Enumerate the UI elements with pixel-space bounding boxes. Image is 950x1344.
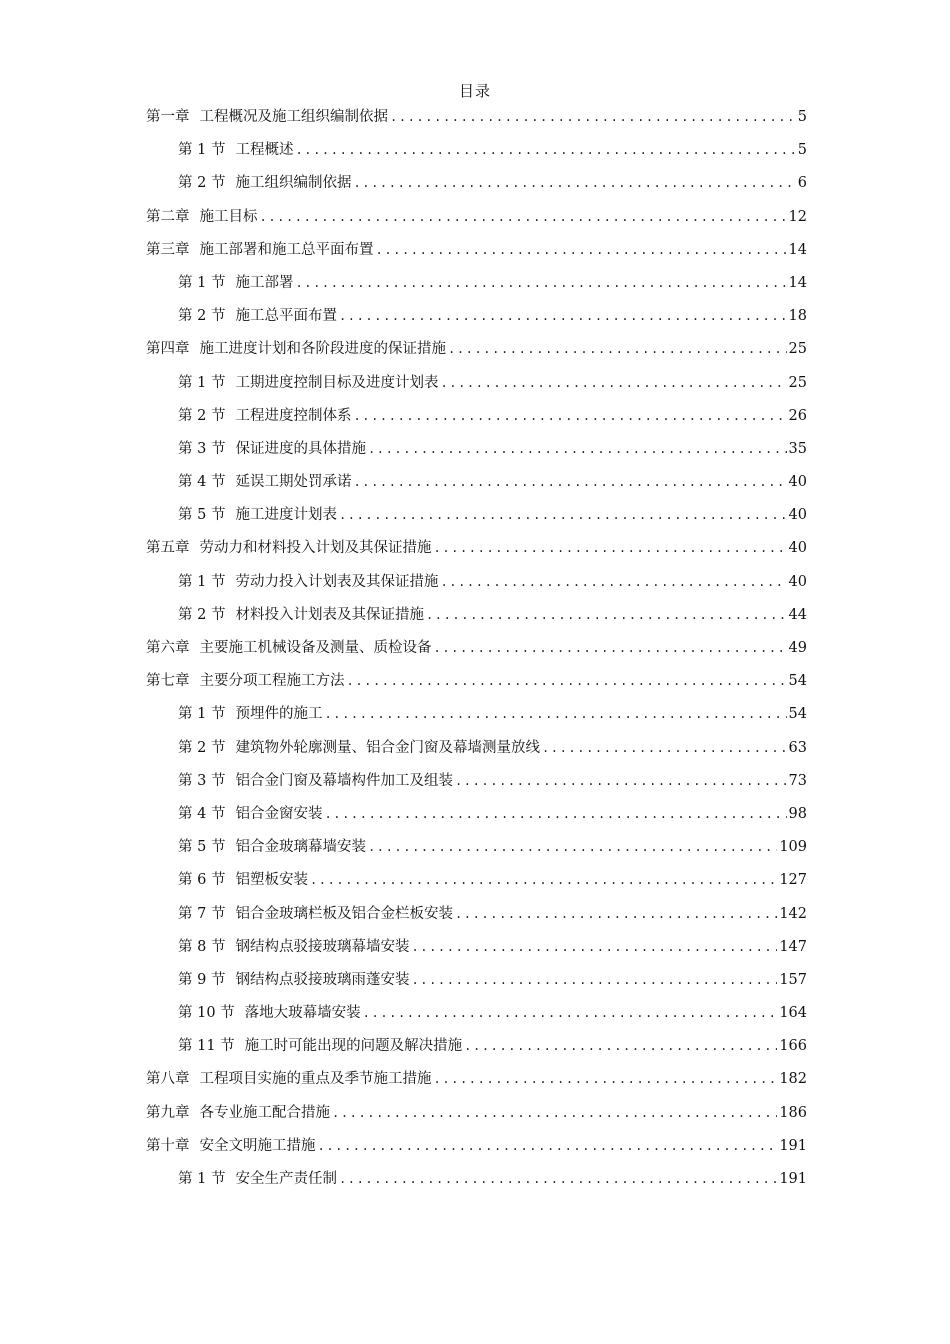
toc-dot-leader: [440, 370, 786, 396]
toc-chapter-entry[interactable]: [146, 104, 807, 137]
toc-dot-leader: [260, 204, 787, 230]
toc-entry-text: 工程概况及施工组织编制依据: [199, 109, 388, 125]
toc-chapter-entry[interactable]: [146, 535, 807, 568]
toc-chapter-entry[interactable]: [146, 1133, 807, 1166]
toc-entry-label: [178, 1000, 361, 1026]
toc-entry-number: 第七章: [146, 673, 190, 690]
toc-page-number: 12: [788, 208, 807, 225]
toc-entry-text: 工程项目实施的重点及季节施工措施: [199, 1071, 432, 1088]
toc-dot-leader: [434, 635, 787, 661]
toc-section-entry[interactable]: [146, 170, 807, 203]
toc-entry-label: [146, 237, 374, 263]
toc-entry-label: [146, 1066, 432, 1092]
toc-entry-number: 第 4 节: [178, 805, 226, 822]
toc-dot-leader: [339, 502, 787, 528]
toc-entry-label: [178, 735, 540, 761]
toc-entry-text: 落地大玻幕墙安装: [244, 1005, 361, 1022]
toc-dot-leader: [324, 701, 786, 727]
toc-entry-label: [178, 701, 322, 727]
toc-page-number: 14: [788, 241, 807, 258]
toc-dot-leader: [448, 336, 787, 362]
toc-entry-number: 第 2 节: [178, 739, 226, 756]
toc-dot-leader: [426, 602, 787, 628]
toc-entry-text: 材料投入计划表及其保证措施: [235, 606, 424, 623]
toc-entry-number: 第 3 节: [178, 440, 226, 457]
toc-entry-text: 施工组织编制依据: [235, 175, 352, 192]
toc-section-entry[interactable]: [146, 768, 807, 801]
toc-entry-number: 第 2 节: [178, 175, 226, 192]
toc-entry-number: 第九章: [146, 1104, 190, 1121]
toc-section-entry[interactable]: [146, 834, 807, 867]
toc-page-number: 44: [788, 606, 807, 623]
toc-page-number: 54: [788, 706, 807, 723]
toc-entry-text: 延误工期处罚承诺: [235, 474, 352, 491]
toc-page-number: 109: [779, 839, 807, 856]
toc-entry-text: 劳动力和材料投入计划及其保证措施: [199, 540, 432, 557]
toc-entry-label: [178, 867, 308, 893]
toc-entry-label: [178, 901, 453, 927]
toc-entry-number: 第 11 节: [178, 1038, 235, 1055]
toc-entry-label: [178, 170, 351, 196]
toc-page-number: 157: [779, 971, 807, 988]
toc-entry-label: [178, 569, 438, 595]
toc-dot-leader: [368, 436, 787, 462]
toc-chapter-entry[interactable]: [146, 668, 807, 701]
toc-dot-leader: [368, 834, 777, 860]
toc-page-number: 35: [788, 440, 807, 457]
toc-section-entry[interactable]: [146, 602, 807, 635]
toc-chapter-entry[interactable]: [146, 204, 807, 237]
toc-entry-text: 施工目标: [199, 208, 258, 225]
toc-section-entry[interactable]: [146, 1000, 807, 1033]
toc-section-entry[interactable]: [146, 735, 807, 768]
toc-dot-leader: [332, 1100, 777, 1126]
toc-dot-leader: [353, 469, 786, 495]
toc-page-number: 25: [788, 341, 807, 358]
toc-dot-leader: [363, 1000, 778, 1026]
toc-dot-leader: [318, 1133, 778, 1159]
toc-dot-leader: [464, 1033, 777, 1059]
toc-entry-number: 第 9 节: [178, 971, 226, 988]
toc-entry-number: 第 5 节: [178, 507, 226, 524]
toc-chapter-entry[interactable]: [146, 237, 807, 270]
toc-entry-number: 第 3 节: [178, 772, 226, 789]
toc-page-number: 186: [779, 1104, 807, 1121]
toc-dot-leader: [295, 270, 786, 296]
toc-page-number: 98: [788, 805, 807, 822]
toc-entry-text: 主要施工机械设备及测量、质检设备: [199, 640, 432, 656]
toc-entry-label: [178, 967, 409, 993]
toc-entry-text: 建筑物外轮廓测量、铝合金门窗及幕墙测量放线: [235, 739, 540, 756]
toc-entry-number: 第八章: [146, 1071, 190, 1088]
toc-page-number: 147: [779, 938, 807, 955]
toc-entry-number: 第 1 节: [178, 573, 226, 590]
toc-section-entry[interactable]: [146, 270, 807, 303]
toc-section-entry[interactable]: [146, 436, 807, 469]
toc-section-entry[interactable]: [146, 934, 807, 967]
toc-section-entry[interactable]: [146, 967, 807, 1000]
toc-dot-leader: [542, 735, 787, 761]
toc-entry-text: 施工时可能出现的问题及解决措施: [244, 1038, 463, 1055]
toc-page-number: 191: [779, 1171, 807, 1187]
toc-entry-label: [178, 1033, 462, 1059]
toc-page-number: 18: [788, 308, 807, 325]
toc-chapter-entry[interactable]: [146, 336, 807, 369]
toc-page-number: 40: [788, 474, 807, 491]
toc-dot-leader: [376, 237, 787, 263]
toc-section-entry[interactable]: [146, 1166, 807, 1199]
toc-section-entry[interactable]: [146, 370, 807, 403]
toc-page-number: 63: [788, 739, 807, 756]
toc-dot-leader: [347, 668, 787, 694]
toc-page-number: 40: [788, 573, 807, 590]
toc-page-number: 40: [788, 540, 807, 557]
toc-entry-label: [146, 204, 258, 230]
toc-section-entry[interactable]: [146, 1033, 807, 1066]
toc-page-number: 164: [779, 1005, 807, 1022]
toc-entry-label: [178, 801, 322, 827]
toc-entry-text: 施工总平面布置: [235, 308, 337, 325]
toc-dot-leader: [434, 535, 787, 561]
toc-entry-label: [178, 403, 351, 429]
toc-page-number: 25: [788, 374, 807, 391]
toc-entry-label: [146, 635, 432, 661]
toc-entry-label: [178, 303, 337, 329]
toc-entry-label: [178, 436, 366, 462]
toc-page-number: 127: [779, 872, 807, 889]
toc-entry-label: [146, 336, 446, 362]
toc-entry-label: [178, 1166, 337, 1192]
toc-entry-text: 钢结构点驳接玻璃幕墙安装: [235, 938, 410, 955]
toc-dot-leader: [390, 104, 796, 130]
toc-entry-number: 第六章: [146, 640, 190, 656]
toc-entry-number: 第 1 节: [178, 706, 226, 723]
toc-entry-number: 第五章: [146, 540, 190, 557]
toc-entry-text: 安全生产责任制: [235, 1171, 337, 1187]
toc-entry-text: 各专业施工配合措施: [199, 1104, 330, 1121]
toc-dot-leader: [353, 170, 795, 196]
toc-entry-number: 第 2 节: [178, 308, 226, 325]
toc-section-entry[interactable]: [146, 137, 807, 170]
toc-dot-leader: [411, 934, 777, 960]
toc-dot-leader: [434, 1066, 778, 1092]
toc-entry-text: 劳动力投入计划表及其保证措施: [235, 573, 439, 590]
toc-entry-number: 第 2 节: [178, 606, 226, 623]
toc-entry-number: 第二章: [146, 208, 190, 225]
toc-entry-text: 工期进度控制目标及进度计划表: [235, 374, 439, 391]
toc-entry-text: 铝合金窗安装: [235, 805, 323, 822]
toc-entry-text: 铝合金玻璃幕墙安装: [235, 839, 366, 856]
toc-entry-number: 第十章: [146, 1137, 190, 1154]
toc-section-entry[interactable]: [146, 569, 807, 602]
toc-dot-leader: [353, 403, 786, 429]
toc-page-number: 5: [797, 142, 807, 159]
toc-entry-text: 铝塑板安装: [235, 872, 308, 889]
toc-chapter-entry[interactable]: [146, 1066, 807, 1099]
toc-entry-label: [146, 104, 388, 130]
toc-page-number: 182: [779, 1071, 807, 1088]
toc-dot-leader: [411, 967, 777, 993]
toc-entry-text: 安全文明施工措施: [199, 1137, 316, 1154]
toc-entry-text: 预埋件的施工: [235, 706, 323, 723]
toc-page-number: 5: [797, 109, 807, 125]
toc-dot-leader: [339, 303, 787, 329]
toc-page-number: 166: [779, 1038, 807, 1055]
toc-entry-label: [178, 934, 409, 960]
toc-page-number: 14: [788, 274, 807, 291]
toc-list: [146, 104, 807, 1199]
toc-entry-number: 第三章: [146, 241, 190, 258]
toc-dot-leader: [310, 867, 777, 893]
toc-entry-label: [178, 834, 366, 860]
toc-entry-number: 第 4 节: [178, 474, 226, 491]
toc-entry-number: 第 2 节: [178, 407, 226, 424]
toc-entry-label: [178, 370, 438, 396]
toc-entry-number: 第 1 节: [178, 142, 226, 159]
toc-entry-label: [146, 668, 345, 694]
toc-entry-number: 第 1 节: [178, 274, 226, 291]
toc-page-number: 191: [779, 1137, 807, 1154]
toc-chapter-entry[interactable]: [146, 1100, 807, 1133]
toc-dot-leader: [455, 901, 777, 927]
toc-page-number: 6: [797, 175, 807, 192]
toc-section-entry[interactable]: [146, 303, 807, 336]
toc-entry-label: [146, 1100, 330, 1126]
toc-entry-number: 第 6 节: [178, 872, 226, 889]
toc-entry-label: [146, 1133, 316, 1159]
toc-section-entry[interactable]: [146, 403, 807, 436]
toc-page-number: 49: [788, 640, 807, 656]
toc-page-number: 73: [788, 772, 807, 789]
toc-entry-label: [178, 137, 293, 163]
toc-section-entry[interactable]: [146, 867, 807, 900]
toc-entry-text: 施工进度计划表: [235, 507, 337, 524]
toc-entry-text: 工程概述: [235, 142, 294, 159]
toc-title: 目录: [458, 82, 491, 100]
toc-entry-text: 铝合金门窗及幕墙构件加工及组装: [235, 772, 453, 789]
toc-entry-text: 施工部署: [235, 274, 294, 291]
toc-section-entry[interactable]: [146, 801, 807, 834]
toc-entry-number: 第 8 节: [178, 938, 226, 955]
toc-entry-number: 第 10 节: [178, 1005, 235, 1022]
toc-entry-label: [178, 270, 293, 296]
toc-entry-number: 第四章: [146, 341, 190, 358]
toc-entry-text: 施工进度计划和各阶段进度的保证措施: [199, 341, 446, 358]
toc-entry-text: 保证进度的具体措施: [235, 440, 366, 457]
toc-entry-number: 第 1 节: [178, 1171, 226, 1187]
toc-dot-leader: [455, 768, 787, 794]
toc-entry-text: 施工部署和施工总平面布置: [199, 241, 374, 258]
toc-entry-text: 钢结构点驳接玻璃雨蓬安装: [235, 971, 410, 988]
toc-dot-leader: [339, 1166, 777, 1192]
toc-dot-leader: [324, 801, 786, 827]
toc-page-number: 142: [779, 905, 807, 922]
toc-chapter-entry[interactable]: [146, 635, 807, 668]
toc-entry-number: 第 1 节: [178, 374, 226, 391]
toc-entry-label: [178, 602, 424, 628]
toc-page-number: 40: [788, 507, 807, 524]
toc-entry-text: 主要分项工程施工方法: [199, 673, 345, 690]
toc-section-entry[interactable]: [146, 469, 807, 502]
toc-entry-label: [178, 502, 337, 528]
toc-entry-label: [178, 768, 453, 794]
toc-entry-text: 工程进度控制体系: [235, 407, 352, 424]
toc-entry-label: [146, 535, 432, 561]
toc-entry-label: [178, 469, 351, 495]
toc-section-entry[interactable]: [146, 701, 807, 734]
toc-entry-text: 铝合金玻璃栏板及铝合金栏板安装: [235, 905, 453, 922]
toc-section-entry[interactable]: [146, 502, 807, 535]
toc-page-number: 26: [788, 407, 807, 424]
toc-dot-leader: [440, 569, 786, 595]
toc-dot-leader: [295, 137, 795, 163]
toc-entry-number: 第 5 节: [178, 839, 226, 856]
toc-entry-number: 第一章: [146, 109, 190, 125]
toc-page-number: 54: [788, 673, 807, 690]
toc-section-entry[interactable]: [146, 901, 807, 934]
toc-entry-number: 第 7 节: [178, 905, 226, 922]
